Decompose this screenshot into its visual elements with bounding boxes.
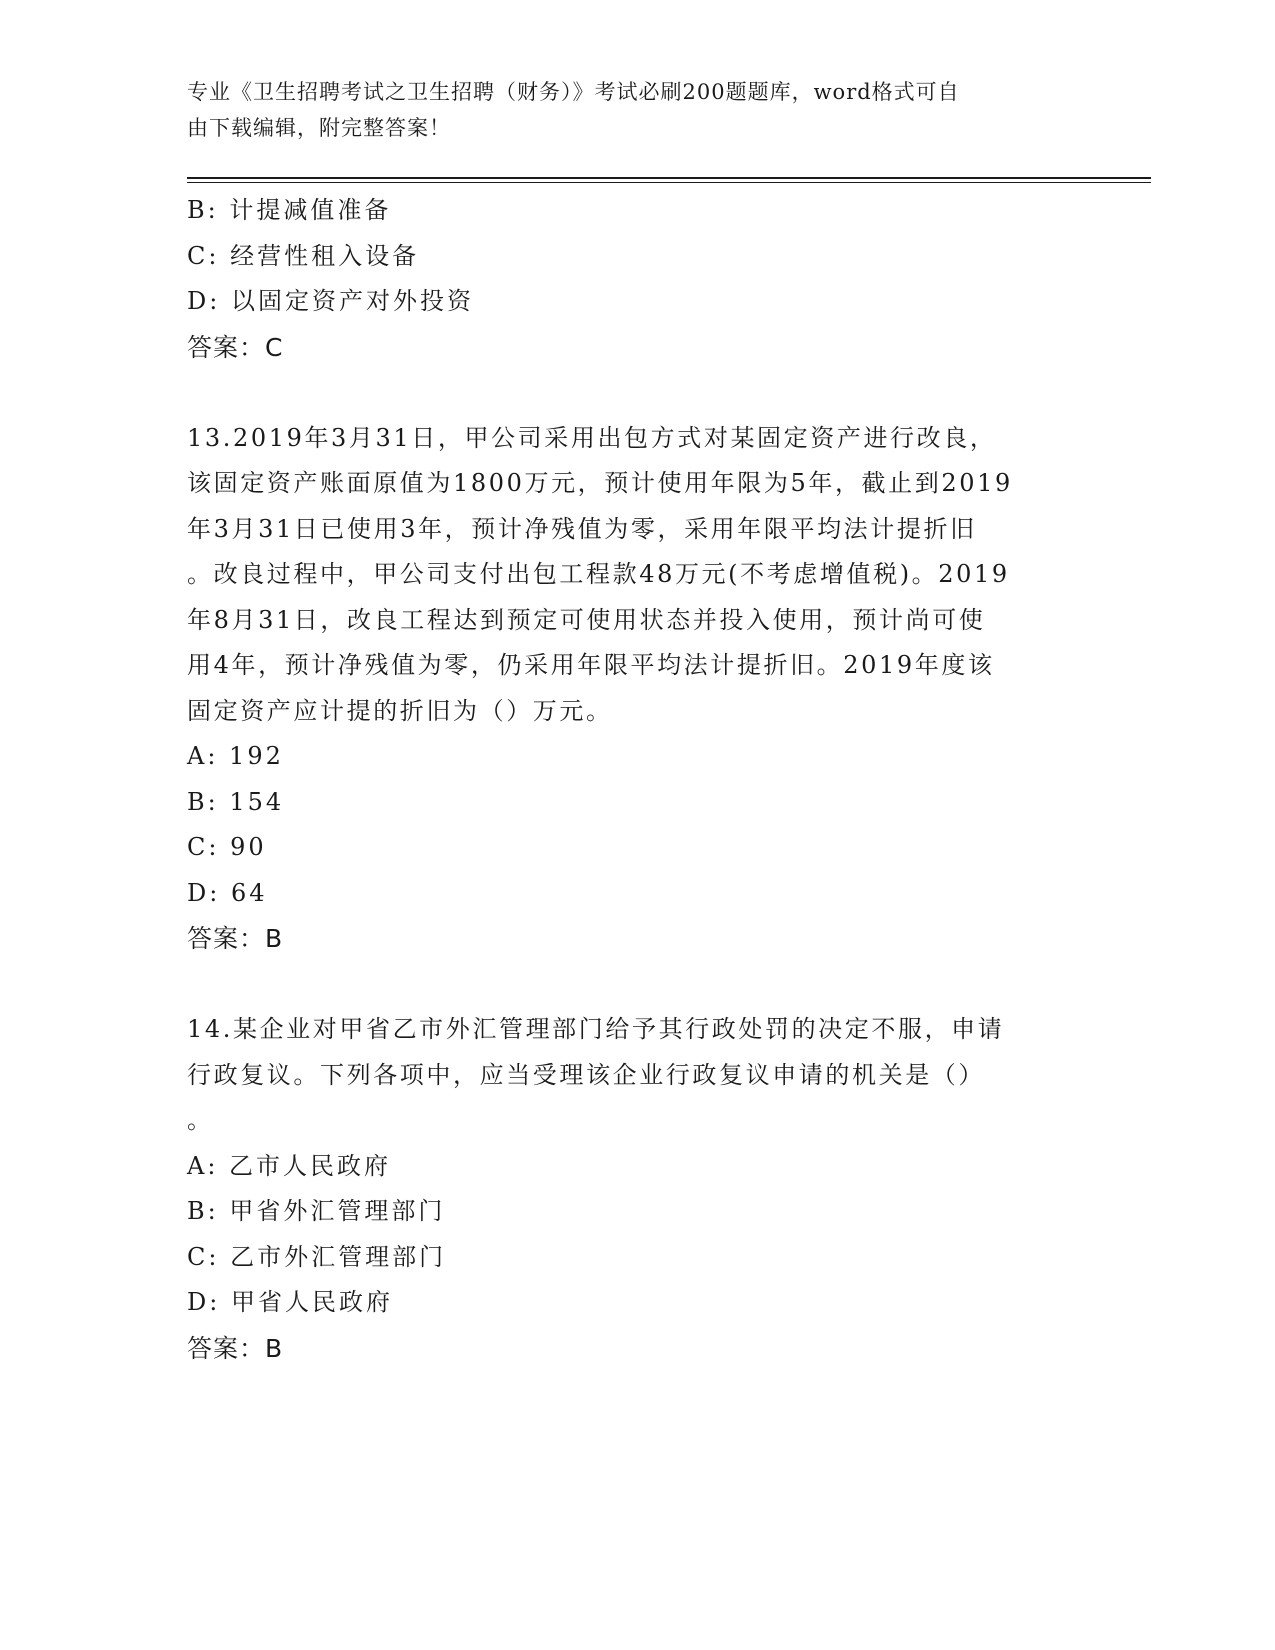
q13-stem-line: 固定资产应计提的折旧为（）万元。 (187, 696, 613, 725)
q14-stem-line: 。 (187, 1106, 214, 1134)
question-14 (187, 1007, 1087, 1371)
q14-option-b: B: 甲省外汇管理部门 (187, 1197, 446, 1225)
q14-stem-line: 14.某企业对甲省乙市外汇管理部门给予其行政处罚的决定不服，申请 (187, 1015, 1005, 1043)
q13-stem-line: 该固定资产账面原值为1800万元，预计使用年限为5年，截止到2019 (187, 469, 1013, 497)
header-line-2: 由下载编辑，附完整答案！ (187, 116, 451, 140)
q13-stem-line: 年8月31日，改良工程达到预定可使用状态并投入使用，预计尚可使 (187, 605, 986, 634)
q13-option-d: D: 64 (187, 878, 268, 907)
q12-answer: 答案：C (187, 332, 284, 362)
question-13 (187, 416, 1087, 962)
spacer (187, 370, 1087, 416)
q13-stem-line: 年3月31日已使用3年，预计净残值为零，采用年限平均法计提折旧 (187, 514, 977, 543)
q13-answer: 答案：B (187, 924, 284, 953)
q14-option-a: A: 乙市人民政府 (187, 1151, 392, 1180)
q12-option-b: B: 计提减值准备 (187, 196, 392, 224)
q14-stem-line: 行政复议。下列各项中，应当受理该企业行政复议申请的机关是（） (187, 1060, 985, 1089)
header-line-1: 专业《卫生招聘考试之卫生招聘（财务）》考试必刷200题题库，word格式可自 (187, 80, 960, 104)
document-body (187, 188, 1087, 1371)
q12-option-d: D: 以固定资产对外投资 (187, 287, 474, 315)
q13-stem-line: 13.2019年3月31日，甲公司采用出包方式对某固定资产进行改良， (187, 423, 997, 452)
q13-stem-line: 用4年，预计净残值为零，仍采用年限平均法计提折旧。2019年度该 (187, 651, 995, 679)
q13-option-b: B: 154 (187, 787, 285, 816)
q13-option-c: C: 90 (187, 833, 267, 861)
q14-option-c: C: 乙市外汇管理部门 (187, 1242, 447, 1271)
q14-answer: 答案：B (187, 1333, 284, 1363)
spacer (187, 962, 1087, 1008)
q13-option-a: A: 192 (187, 742, 284, 770)
header-divider-thick (187, 177, 1151, 179)
document-header (187, 74, 1067, 146)
q12-option-c: C: 经营性租入设备 (187, 241, 420, 270)
header-divider-thin (187, 182, 1151, 183)
q13-stem-line: 。改良过程中，甲公司支付出包工程款48万元(不考虑增值税)。2019 (187, 560, 1010, 588)
question-12-tail (187, 188, 1087, 370)
q14-option-d: D: 甲省人民政府 (187, 1288, 393, 1316)
